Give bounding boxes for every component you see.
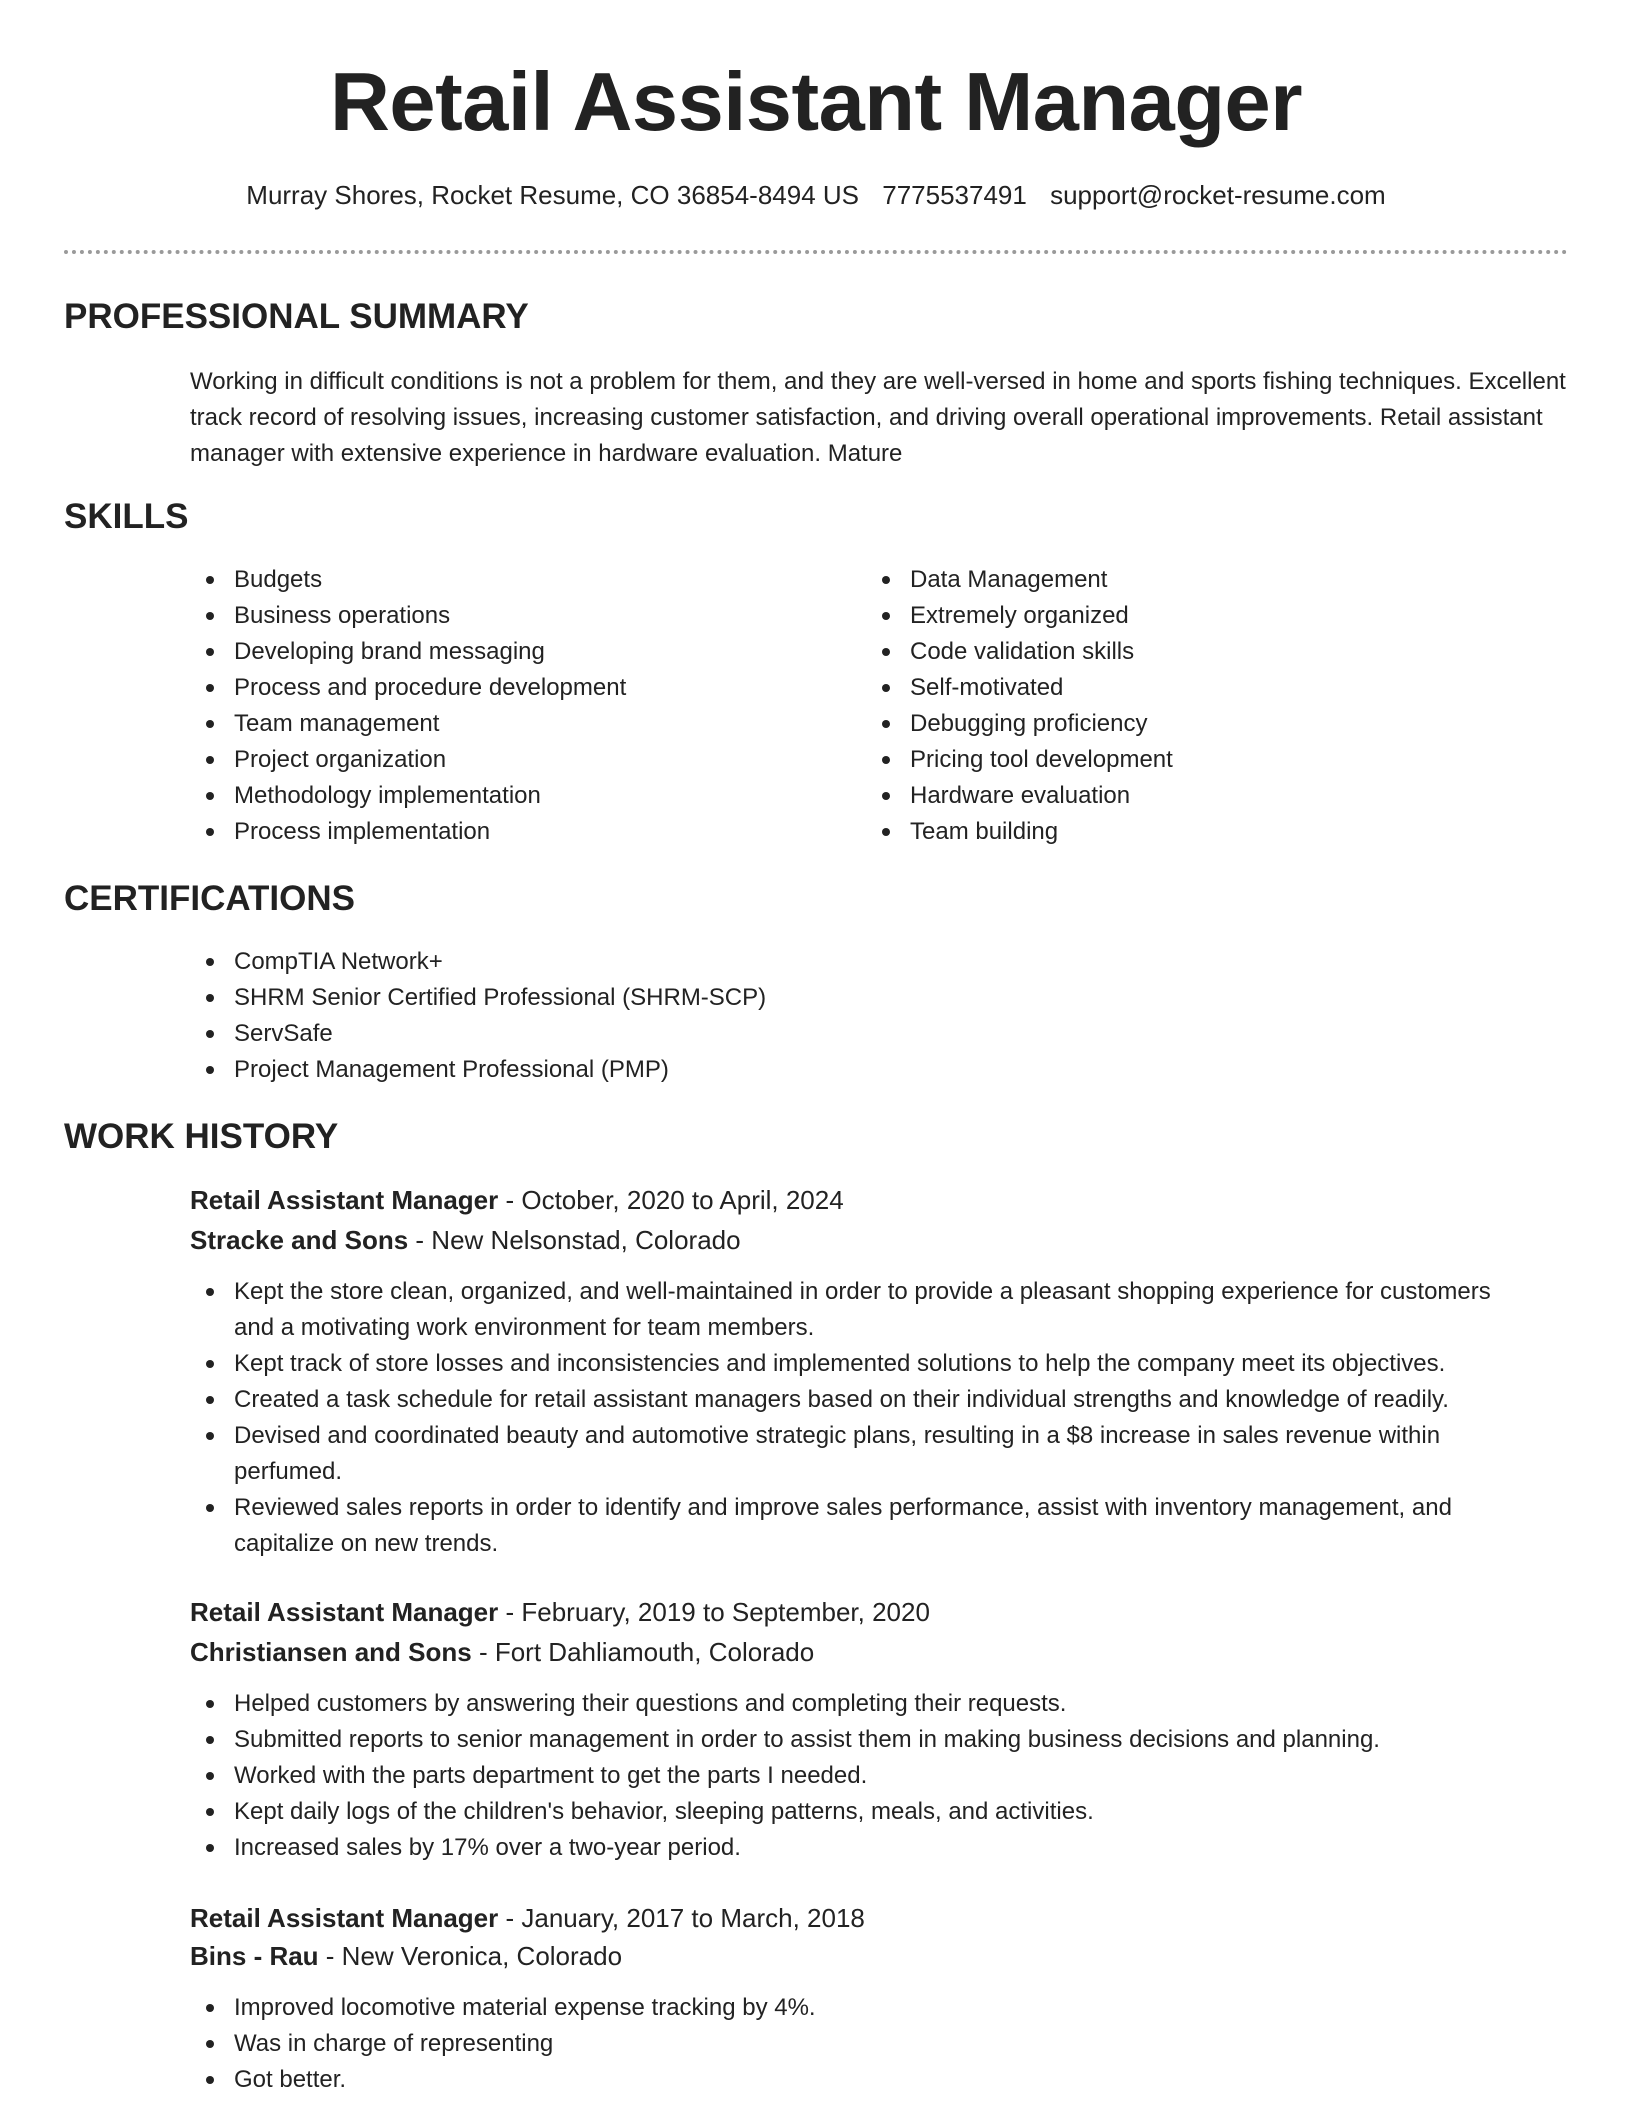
job-bullet: Kept track of store losses and inconsistencies and implemented solutions to help the company meet its objectives. — [190, 1346, 1530, 1382]
skills-list-left — [190, 562, 830, 850]
skill-item: Code validation skills — [866, 634, 1506, 670]
job-title-line — [190, 1182, 844, 1218]
job-company: Bins - Rau — [190, 1941, 319, 1971]
job-bullet: Kept the store clean, organized, and well-maintained in order to provide a pleasant shopping experience for customers and a motivating work environment for team members. — [190, 1274, 1530, 1346]
job-bullet: Improved locomotive material expense tracking by 4%. — [190, 1990, 1530, 2026]
job-title: Retail Assistant Manager — [190, 1597, 499, 1627]
work-history-heading: WORK HISTORY — [64, 1117, 339, 1156]
header-divider — [64, 250, 1568, 254]
skill-item: Hardware evaluation — [866, 778, 1506, 814]
contact-address: Murray Shores, Rocket Resume, CO 36854-8494 US — [246, 180, 859, 210]
job-location: - New Nelsonstad, Colorado — [408, 1225, 741, 1255]
skill-item: Debugging proficiency — [866, 706, 1506, 742]
certification-item: Project Management Professional (PMP) — [190, 1052, 1490, 1088]
skill-item: Team management — [190, 706, 830, 742]
certification-item: ServSafe — [190, 1016, 1490, 1052]
job-title-line — [190, 1900, 865, 1936]
resume-name-title: Retail Assistant Manager — [329, 55, 1302, 148]
skill-item: Methodology implementation — [190, 778, 830, 814]
skill-item: Team building — [866, 814, 1506, 850]
contact-email: support@rocket-resume.com — [1050, 180, 1386, 210]
job-title: Retail Assistant Manager — [190, 1903, 499, 1933]
skills-heading: SKILLS — [64, 497, 189, 536]
skill-item: Budgets — [190, 562, 830, 598]
job-dates: - January, 2017 to March, 2018 — [498, 1903, 865, 1933]
job-bullet: Worked with the parts department to get the parts I needed. — [190, 1758, 1530, 1794]
job-bullets — [190, 1274, 1530, 1562]
job-bullets — [190, 1990, 1530, 2098]
job-bullets — [190, 1686, 1530, 1866]
job-bullet: Increased sales by 17% over a two-year period. — [190, 1830, 1530, 1866]
job-title-line — [190, 1594, 930, 1630]
skill-item: Extremely organized — [866, 598, 1506, 634]
skill-item: Process and procedure development — [190, 670, 830, 706]
contact-phone: 7775537491 — [882, 180, 1027, 210]
skill-item: Developing brand messaging — [190, 634, 830, 670]
job-location: - New Veronica, Colorado — [318, 1941, 623, 1971]
job-dates: - February, 2019 to September, 2020 — [498, 1597, 930, 1627]
skill-item: Self-motivated — [866, 670, 1506, 706]
job-bullet: Submitted reports to senior management in order to assist them in making business decisions and planning. — [190, 1722, 1530, 1758]
job-title: Retail Assistant Manager — [190, 1185, 499, 1215]
certification-item: SHRM Senior Certified Professional (SHRM-SCP) — [190, 980, 1490, 1016]
job-bullet: Kept daily logs of the children's behavior, sleeping patterns, meals, and activities. — [190, 1794, 1530, 1830]
skill-item: Project organization — [190, 742, 830, 778]
certifications-heading: CERTIFICATIONS — [64, 879, 356, 918]
job-company-line — [190, 1634, 814, 1670]
certifications-list — [190, 944, 1490, 1088]
skill-item: Process implementation — [190, 814, 830, 850]
job-bullet: Devised and coordinated beauty and automotive strategic plans, resulting in a $8 increase in sales revenue within perfumed. — [190, 1418, 1530, 1490]
job-dates: - October, 2020 to April, 2024 — [498, 1185, 844, 1215]
skill-item: Business operations — [190, 598, 830, 634]
job-bullet: Reviewed sales reports in order to identify and improve sales performance, assist with inventory management, and capitalize on new trends. — [190, 1490, 1530, 1562]
job-company-line — [190, 1938, 622, 1974]
summary-heading: PROFESSIONAL SUMMARY — [64, 297, 529, 336]
certification-item: CompTIA Network+ — [190, 944, 1490, 980]
skill-item: Pricing tool development — [866, 742, 1506, 778]
contact-line — [0, 180, 1632, 211]
job-bullet: Created a task schedule for retail assistant managers based on their individual strengths and knowledge of readily. — [190, 1382, 1530, 1418]
job-bullet: Helped customers by answering their questions and completing their requests. — [190, 1686, 1530, 1722]
skills-list-right — [866, 562, 1506, 850]
summary-text: Working in difficult conditions is not a problem for them, and they are well-versed in home and sports fishing techniques. Excellent track record of resolving issues, increasing customer satisfaction, and driving overall operational improvements. Retail assistant manager with extensive experience in hardware evaluation. Mature — [190, 368, 1566, 467]
job-company: Stracke and Sons — [190, 1225, 409, 1255]
job-location: - Fort Dahliamouth, Colorado — [471, 1637, 815, 1667]
job-company: Christiansen and Sons — [190, 1637, 472, 1667]
job-company-line — [190, 1222, 741, 1258]
job-bullet: Was in charge of representing — [190, 2026, 1530, 2062]
job-bullet: Got better. — [190, 2062, 1530, 2098]
skill-item: Data Management — [866, 562, 1506, 598]
